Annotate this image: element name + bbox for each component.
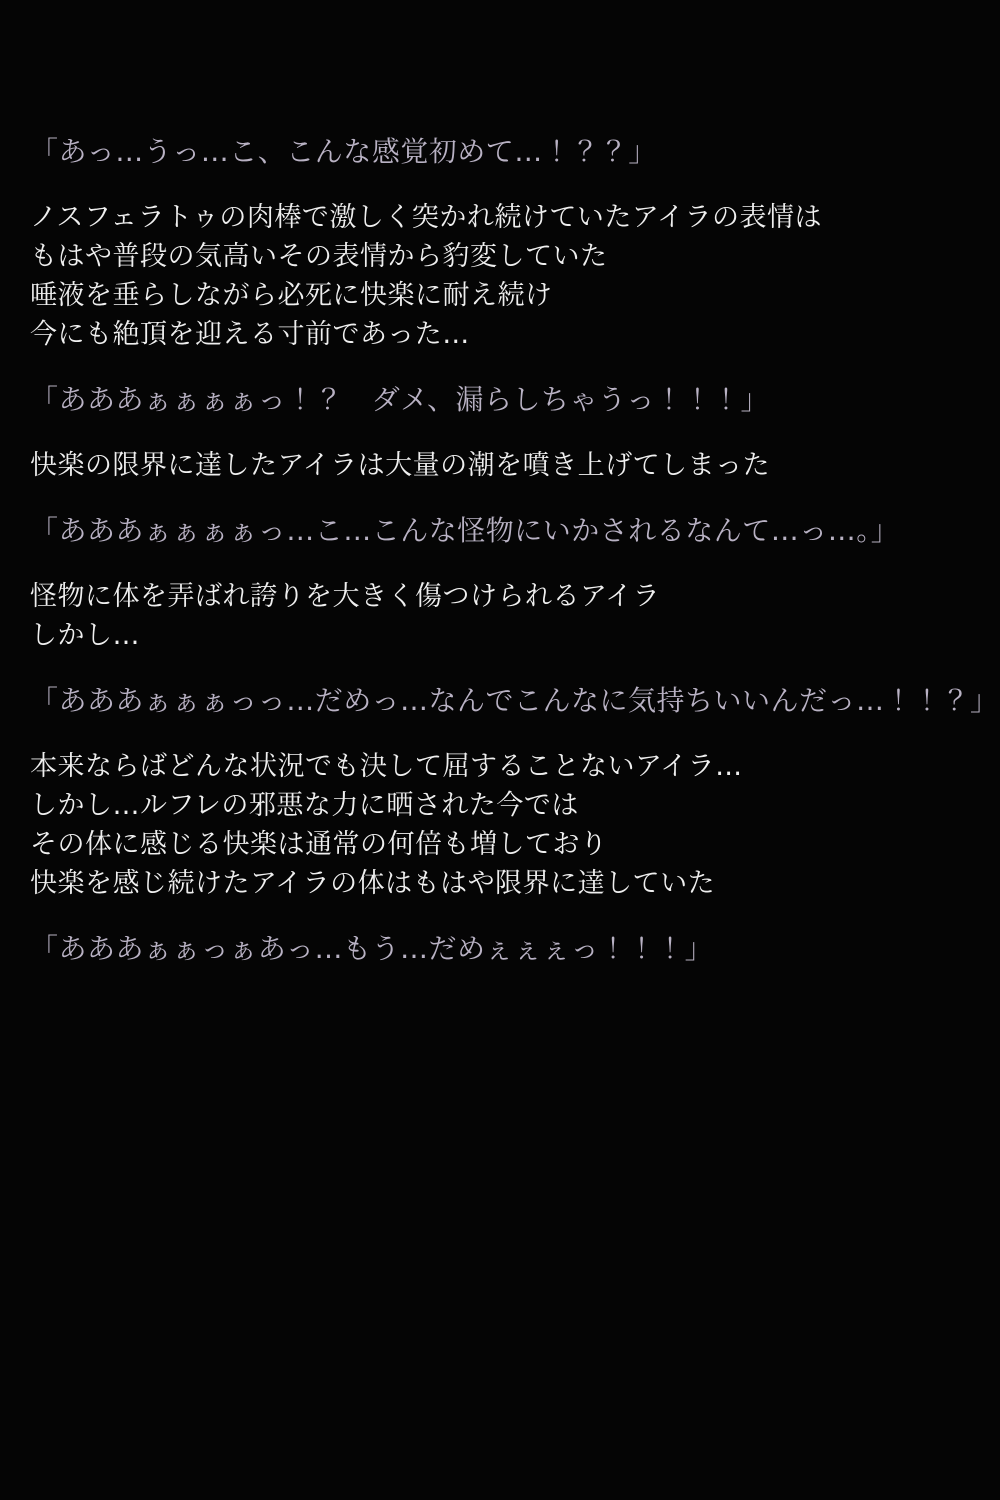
text-line: しかし… [30, 620, 140, 651]
narration-block [30, 747, 976, 903]
narration-block [30, 446, 976, 485]
text-line: 快楽を感じ続けたアイラの体はもはや限界に達していた [30, 868, 716, 899]
dialogue-block [30, 929, 976, 969]
text-line: 唾液を垂らしながら必死に快楽に耐え続け [30, 280, 553, 311]
story-text-container [30, 132, 999, 969]
dialogue-block [30, 511, 976, 551]
text-line: ノスフェラトゥの肉棒で激しく突かれ続けていたアイラの表情は [30, 202, 822, 233]
text-line: 今にも絶頂を迎える寸前であった… [30, 319, 470, 350]
text-line: 「あっ…うっ…こ、こんな感覚初めて…！？？」 [30, 135, 657, 168]
dialogue-block [30, 380, 976, 420]
text-line: 「あああぁぁぁっっ…だめっ…なんでこんなに気持ちいいんだっ…！！？」 [30, 684, 999, 717]
text-line: 快楽の限界に達したアイラは大量の潮を噴き上げてしまった [30, 450, 771, 481]
text-line: 本来ならばどんな状況でも決して屈することないアイラ… [30, 751, 743, 782]
narration-block [30, 577, 976, 655]
text-line: 怪物に体を弄ばれ誇りを大きく傷つけられるアイラ [30, 581, 661, 612]
text-line: その体に感じる快楽は通常の何倍も増しており [30, 829, 608, 860]
text-line: 「あああぁぁぁぁっ…こ…こんな怪物にいかされるなんて…っ…。」 [30, 514, 900, 547]
dialogue-block [30, 681, 999, 721]
text-line: もはや普段の気高いその表情から豹変していた [30, 241, 608, 272]
text-line: 「あああぁぁっぁあっ…もう…だめぇぇぇっ！！！」 [30, 932, 714, 965]
narration-block [30, 198, 976, 354]
text-line: しかし…ルフレの邪悪な力に晒された今では [30, 790, 579, 821]
dialogue-block [30, 132, 976, 172]
text-line: 「あああぁぁぁぁっ！？ ダメ、漏らしちゃうっ！！！」 [30, 383, 770, 416]
